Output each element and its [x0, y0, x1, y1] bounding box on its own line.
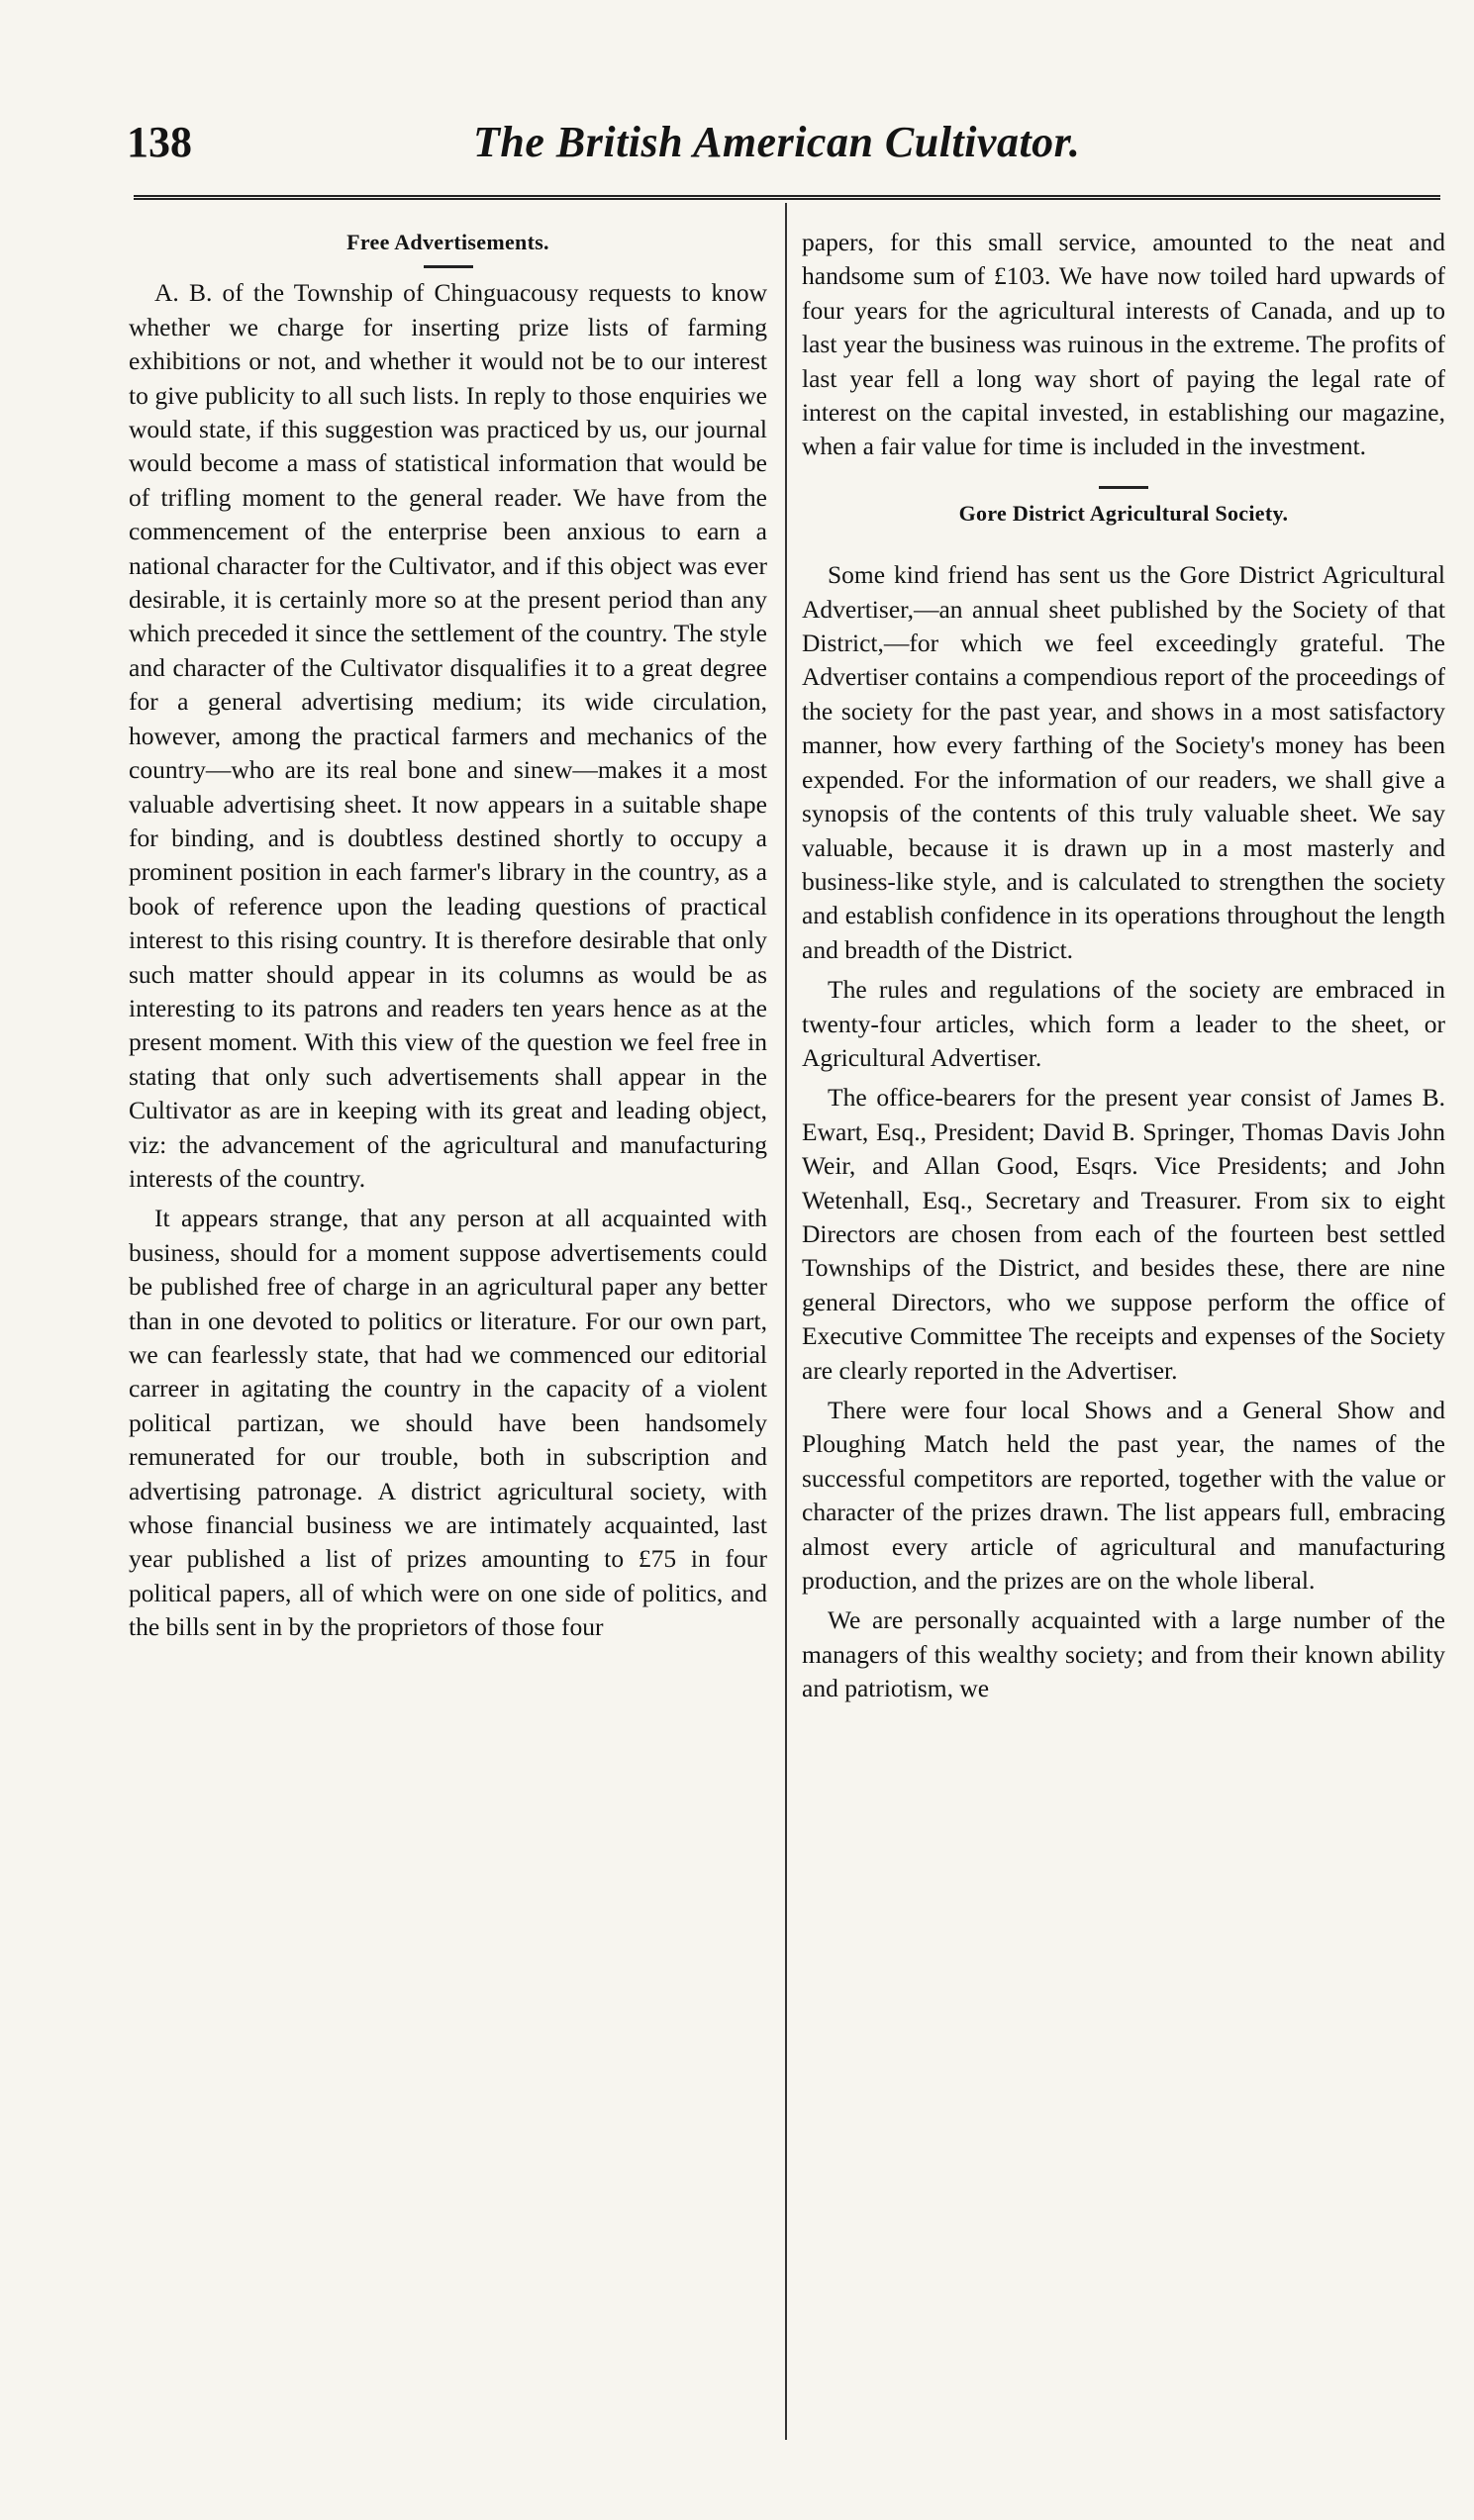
- right-column: [802, 226, 1445, 1706]
- left-column: [129, 226, 767, 1645]
- paragraph: We are personally acquainted with a large number of the managers of this wealthy society; and from their known ability and patriotism, we: [802, 1605, 1445, 1703]
- paragraph: It appears strange, that any person at all acquainted with business, should for a moment suppose advertisements could be published free of charge in an agricultural paper any better than in one devoted to politics or literature. For our own part, we can fearlessly state, that had we commenced our editorial carreer in agitating the country in the capacity of a violent political partizan, we should have been handsomely remunerated for our trouble, both in subscription and advertising patronage. A district agricultural society, with whose financial business we are intimately acquainted, last year published a list of prizes amounting to £75 in four political papers, all of which were on one side of politics, and the bills sent in by the proprietors of those four: [129, 1204, 767, 1642]
- running-title: The British American Cultivator.: [473, 118, 1081, 166]
- heading-rule: [424, 265, 473, 268]
- heading-spacer: [802, 536, 1445, 558]
- paragraph: A. B. of the Township of Chinguacousy requests to know whether we charge for inserting prize lists of farming exhibitions or not, and whether it would not be to our interest to give publicity to all such lists. In reply to those enquiries we would state, if this suggestion was practiced by us, our journal would become a mass of statistical information that would be of trifling moment to the general reader. We have from the commencement of the enterprise been anxious to earn a national character for the Cultivator, and if this object was ever desirable, it is certainly more so at the present period than any which preceded it since the settlement of the country. The style and character of the Cultivator disqualifies it to a great degree for a general advertising medium; its wide circulation, however, among the practical farmers and mechanics of the country—who are its real bone and sinew—makes it a most valuable advertising sheet. It now appears in a suitable shape for binding, and is doubtless destined shortly to occupy a prominent position in each farmer's library in the country, as a book of reference upon the leading questions of practical interest to this rising country. It is therefore desirable that only such matter should appear in its columns as would be as interesting to its patrons and readers ten years hence as at the present moment. With this view of the question we feel free in stating that only such advertisements shall appear in the Cultivator as are in keeping with its great and leading object, viz: the advancement of the agricultural and manufacturing interests of the country.: [129, 278, 767, 1193]
- page-number: 138: [127, 118, 192, 166]
- paragraph: The rules and regulations of the society are embraced in twenty-four articles, which form a leader to the sheet, or Agricultural Advertiser.: [802, 975, 1445, 1072]
- paragraph: There were four local Shows and a General Show and Ploughing Match held the past year, the names of the successful competitors are reported, together with the value or character of the prizes drawn. The list appears full, embracing almost every article of agricultural and manufacturing production, and the prizes are on the whole liberal.: [802, 1396, 1445, 1596]
- column-divider: [785, 203, 787, 2440]
- continued-paragraph: papers, for this small service, amounted to the neat and handsome sum of £103. We have now toiled hard upwards of four years for the agricultural interests of Canada, and up to last year the business was ruinous in the extreme. The profits of last year fell a long way short of paying the legal rate of interest on the capital invested, in establishing our magazine, when a fair value for time is included in the investment.: [802, 228, 1445, 461]
- section-heading-gore-district: Gore District Agricultural Society.: [958, 500, 1289, 526]
- paragraph: Some kind friend has sent us the Gore District Agricultural Advertiser,—an annual sheet published by the Society of that District,—for which we feel exceedingly grateful. The Advertiser contains a compendious report of the proceedings of the society for the past year, and shows in a most satisfactory manner, how every farthing of the Society's money has been expended. For the information of our readers, we shall give a synopsis of the contents of this truly valuable sheet. We say valuable, because it is drawn up in a most masterly and business-like style, and is calculated to strengthen the society and establish confidence in its operations throughout the length and breadth of the District.: [802, 560, 1445, 964]
- header-rule: [134, 195, 1440, 200]
- section-rule: [1099, 486, 1148, 489]
- section-heading-free-advertisements: Free Advertisements.: [346, 230, 549, 254]
- paragraph: The office-bearers for the present year consist of James B. Ewart, Esq., President; David B. Springer, Thomas Davis John Weir, and Allan Good, Esqrs. Vice Presidents; and John Wetenhall, Esq., Secretary and Treasurer. From six to eight Directors are chosen from each of the fourteen best settled Townships of the District, and besides these, there are nine general Directors, who we suppose perform the office of Executive Committee The receipts and expenses of the Society are clearly reported in the Advertiser.: [802, 1083, 1445, 1385]
- page-header: [127, 117, 1443, 186]
